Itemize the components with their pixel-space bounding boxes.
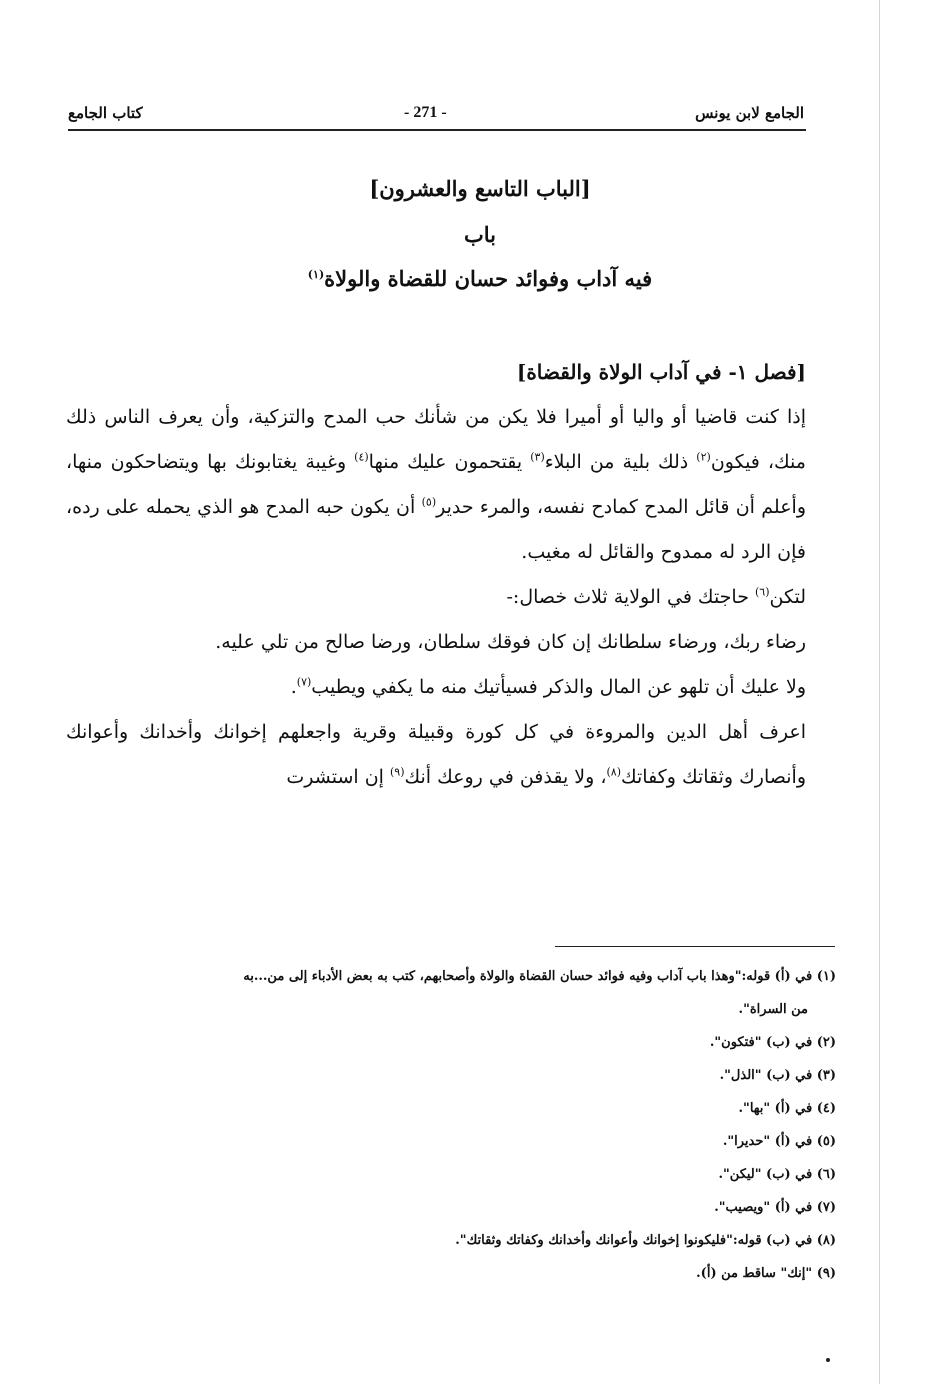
chapter-title-text: فيه آداب وفوائد حسان للقضاة والولاة [324, 266, 653, 291]
running-header [68, 104, 804, 132]
text-run: حاجتك في الولاية ثلاث خصال:- [506, 586, 755, 608]
text-run: إن استشرت [286, 766, 390, 788]
text-run: ذلك بلية من البلاء [544, 451, 697, 473]
paragraph-2 [66, 575, 806, 620]
main-text [66, 350, 806, 800]
footnote-ref: (٨) [606, 765, 621, 779]
footnote-5: (٥) في (أ) "حديرا". [722, 1134, 836, 1149]
text-run: وغيبة يغتابونك بها ويتضاحكون منها، وأعلم أن قائل المدح كمادح نفسه، والمرء حدير [66, 451, 807, 518]
text-run: ولا عليك أن تلهو عن المال والذكر فسيأتيك منه ما يكفي ويطيب [311, 676, 806, 698]
paragraph-5 [66, 710, 806, 800]
section-heading: [فصل ١- في آداب الولاة والقضاة] [516, 360, 806, 384]
page-number: - 271 - [404, 104, 447, 121]
text-run: إذا كنت قاضيا أو واليا أو أميرا فلا يكن من شأنك حب المدح والتزكية، وأن يعرف الناس ذلك منك، فيكون [66, 406, 806, 473]
chapter-number-title: [الباب التاسع والعشرون] [369, 176, 591, 201]
footnote-ref: (٢) [696, 450, 711, 464]
footnote-1-continued: من السراة". [738, 1002, 808, 1017]
text-run: ، ولا يقذفن في روعك أنك [404, 766, 607, 788]
text-run: لتكن [769, 586, 806, 608]
paragraph-3: رضاء ربك، ورضاء سلطانك إن كان فوقك سلطان، ورضا صالح من تلي عليه. [215, 631, 806, 653]
footnote-ref: (٦) [755, 585, 770, 599]
footnote-9: (٩) "إنك" ساقط من (أ). [696, 1266, 836, 1281]
footnote-ref: (٧) [296, 675, 312, 689]
chapter-title [150, 266, 810, 291]
header-book-title: الجامع لابن يونس [695, 104, 804, 122]
footnote-6: (٦) في (ب) "ليكن". [718, 1167, 836, 1182]
footnote-1: (١) في (أ) قوله:"وهذا باب آداب وفيه فوائد حسان القضاة والولاة وأصحابهم، كتب به بعض الأدباء إلى من...به [243, 969, 836, 984]
footnote-ref: (٥) [421, 495, 437, 509]
footnotes [70, 960, 836, 1290]
footnote-ref: (٣) [530, 450, 545, 464]
text-run: . [290, 676, 297, 698]
chapter-label: باب [463, 222, 496, 247]
footnote-8: (٨) في (ب) قوله:"فليكونوا إخوانك وأعوانك وأخدانك وكفاتك وثقاتك". [455, 1233, 836, 1248]
footnote-separator [555, 946, 835, 947]
header-chapter-title: كتاب الجامع [68, 104, 143, 122]
text-run: أن يكون حبه المدح هو الذي يحمله على رده، فإن الرد له ممدوح والقائل له مغيب. [66, 496, 806, 563]
paragraph-4 [66, 665, 806, 710]
footnote-3: (٣) في (ب) "الذل". [719, 1068, 836, 1083]
footnote-2: (٢) في (ب) "فتكون". [709, 1035, 836, 1050]
header-rule [68, 129, 806, 131]
page-edge-line [879, 0, 880, 1384]
footnote-4: (٤) في (أ) "بها". [738, 1101, 836, 1116]
text-run: يقتحمون عليك منها [368, 451, 531, 473]
text-run: اعرف أهل الدين والمروءة في كل كورة وقبيلة وقرية واجعلهم إخوانك وأخدانك وأعوانك وأنصارك وثقاتك وكفاتك [66, 721, 806, 788]
footnote-ref: (٤) [354, 450, 369, 464]
footnote-ref: (١) [307, 268, 325, 281]
scan-speck [826, 1358, 830, 1362]
paragraph-1 [66, 395, 806, 575]
footnote-ref: (٩) [389, 765, 405, 779]
footnote-7: (٧) في (أ) "ويصيب". [714, 1200, 836, 1215]
